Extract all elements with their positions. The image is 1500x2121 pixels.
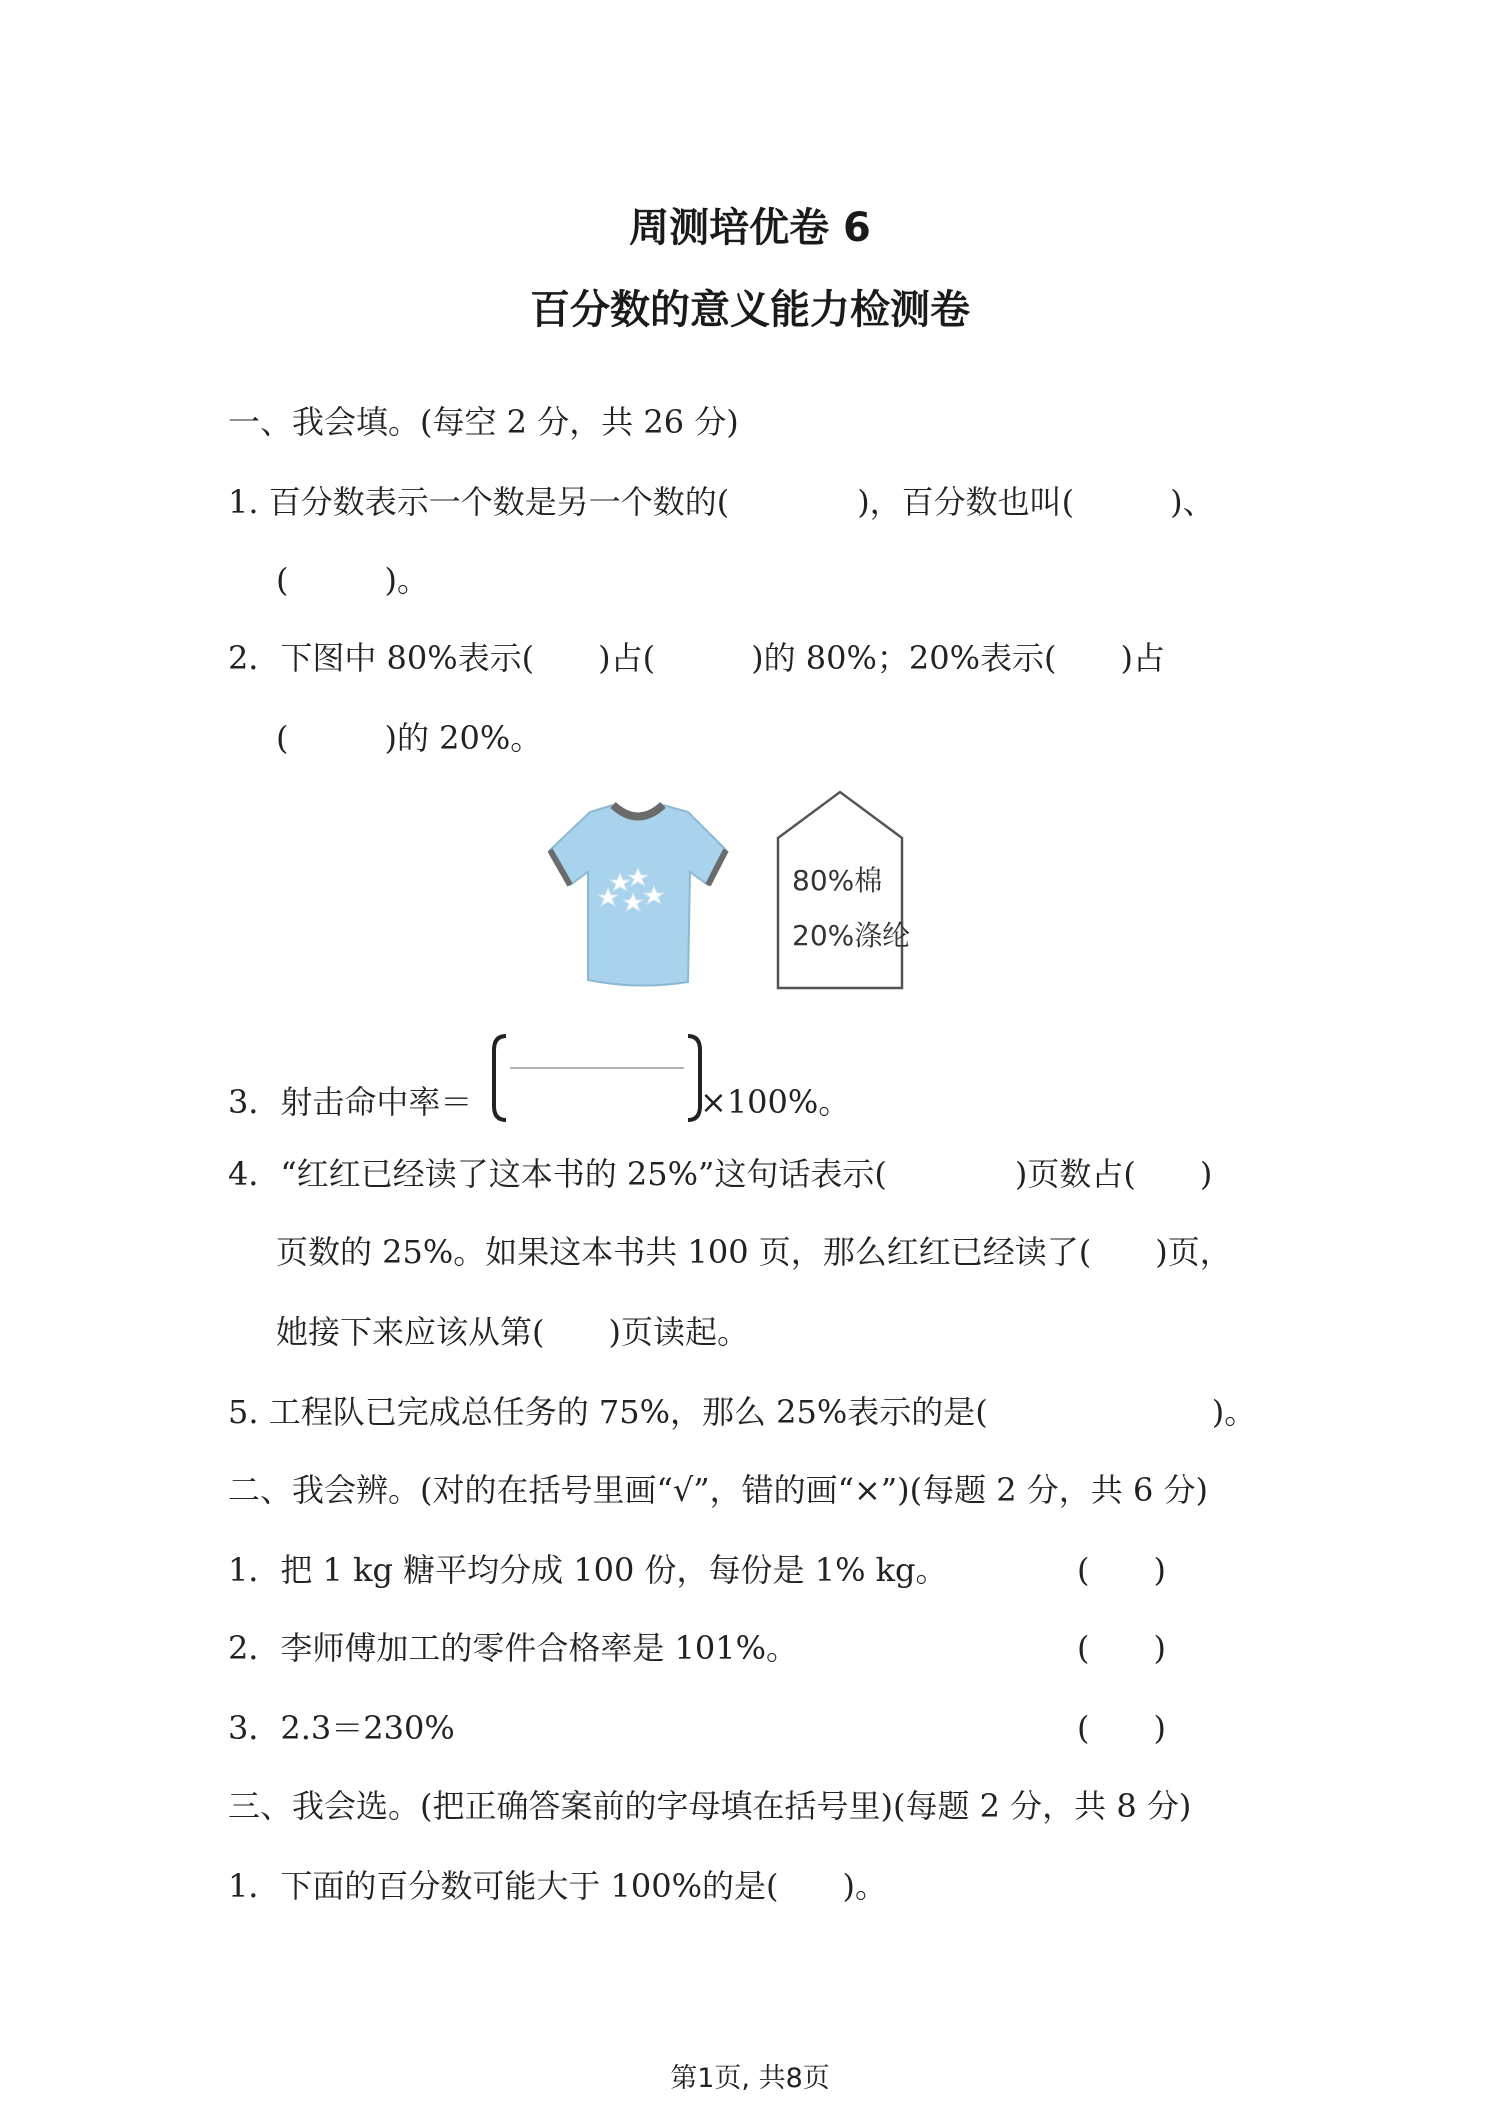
s2-q2-answer: ( ) bbox=[1077, 1629, 1166, 1667]
q1-line1: 1. 百分数表示一个数是另一个数的( )，百分数也叫( )、 bbox=[228, 483, 1215, 521]
page-title: 周测培优卷 6 bbox=[629, 205, 871, 251]
section3-header: 三、我会选。(把正确答案前的字母填在括号里)(每题 2 分，共 8 分) bbox=[228, 1787, 1192, 1825]
section1-header: 一、我会填。(每空 2 分，共 26 分) bbox=[228, 403, 739, 441]
fraction-blank bbox=[492, 1030, 702, 1126]
q4-line1: 4．“红红已经读了这本书的 25%”这句话表示( )页数占( ) bbox=[228, 1155, 1213, 1193]
q3-prefix: 3．射击命中率＝ bbox=[228, 1083, 473, 1121]
s2-q3: 3．2.3＝230% bbox=[228, 1709, 455, 1747]
s2-q2: 2．李师傅加工的零件合格率是 101%。 bbox=[228, 1629, 799, 1667]
s2-q1-answer: ( ) bbox=[1077, 1551, 1166, 1589]
s2-q1: 1．把 1 kg 糖平均分成 100 份，每份是 1% kg。 bbox=[228, 1551, 948, 1589]
tshirt-illustration bbox=[548, 790, 948, 1000]
q4-line2: 页数的 25%。如果这本书共 100 页，那么红红已经读了( )页， bbox=[276, 1233, 1232, 1271]
s3-q1: 1．下面的百分数可能大于 100%的是( )。 bbox=[228, 1867, 887, 1905]
q5-line: 5. 工程队已完成总任务的 75%，那么 25%表示的是( )。 bbox=[228, 1393, 1257, 1431]
s2-q3-answer: ( ) bbox=[1077, 1709, 1166, 1747]
label-polyester: 20%涤纶 bbox=[792, 919, 911, 952]
page-footer: 第1页, 共8页 bbox=[670, 2063, 830, 2094]
q2-line1: 2．下图中 80%表示( )占( )的 80%；20%表示( )占 bbox=[228, 639, 1165, 677]
q1-line2: ( )。 bbox=[276, 561, 429, 599]
clothing-figure bbox=[548, 790, 948, 1000]
section2-header: 二、我会辨。(对的在括号里画“√”，错的画“×”)(每题 2 分，共 6 分) bbox=[228, 1471, 1208, 1509]
tshirt-icon bbox=[550, 805, 726, 986]
label-cotton: 80%棉 bbox=[792, 864, 883, 897]
q3-suffix: ×100%。 bbox=[700, 1083, 851, 1121]
page-subtitle: 百分数的意义能力检测卷 bbox=[530, 287, 970, 333]
q2-line2: ( )的 20%。 bbox=[276, 719, 543, 757]
q4-line3: 她接下来应该从第( )页读起。 bbox=[276, 1313, 749, 1351]
